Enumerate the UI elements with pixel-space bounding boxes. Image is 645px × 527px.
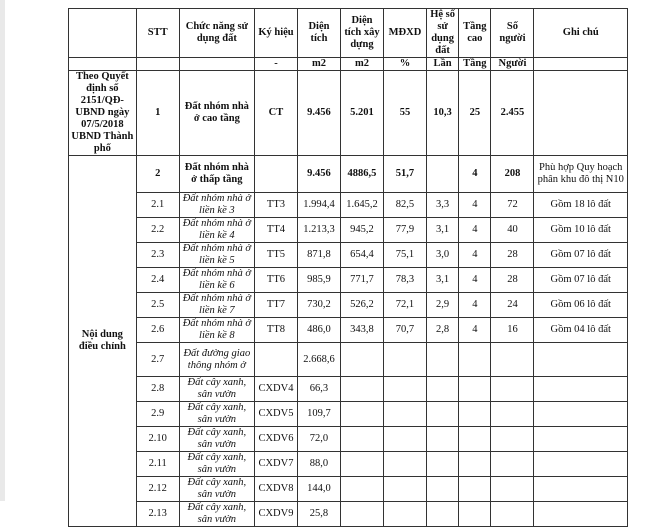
cell-people: 72 <box>491 193 534 218</box>
cell-mdxd <box>383 452 426 477</box>
cell-build-area: 945,2 <box>340 218 383 243</box>
cell-note: Gồm 06 lô đất <box>534 293 628 318</box>
cell-mdxd <box>383 477 426 502</box>
cell-mdxd: 72,1 <box>383 293 426 318</box>
cell-stt: 2.8 <box>136 377 179 402</box>
cell-symbol: CXDV8 <box>254 477 297 502</box>
cell-people <box>491 427 534 452</box>
cell-mdxd: 51,7 <box>383 156 426 193</box>
cell-symbol: TT6 <box>254 268 297 293</box>
unit-group <box>69 58 137 71</box>
cell-symbol: CXDV6 <box>254 427 297 452</box>
cell-mdxd: 75,1 <box>383 243 426 268</box>
table-row <box>69 218 628 243</box>
cell-function: Đất nhóm nhà ở liền kề 8 <box>179 318 254 343</box>
cell-symbol: TT3 <box>254 193 297 218</box>
cell-stt: 1 <box>136 71 179 156</box>
unit-people: Người <box>491 58 534 71</box>
land-use-table <box>68 8 628 527</box>
cell-note: Gồm 07 lô đất <box>534 243 628 268</box>
cell-symbol: CXDV4 <box>254 377 297 402</box>
cell-coef: 2,9 <box>426 293 458 318</box>
cell-floors: 4 <box>459 156 491 193</box>
table-row <box>69 343 628 377</box>
cell-note <box>534 377 628 402</box>
cell-note: Gồm 18 lô đất <box>534 193 628 218</box>
cell-symbol: TT5 <box>254 243 297 268</box>
unit-area: m2 <box>297 58 340 71</box>
header-row <box>69 9 628 58</box>
cell-floors <box>459 477 491 502</box>
cell-coef <box>426 452 458 477</box>
cell-symbol <box>254 156 297 193</box>
cell-build-area: 1.645,2 <box>340 193 383 218</box>
cell-function: Đất cây xanh, sân vườn <box>179 402 254 427</box>
cell-floors: 4 <box>459 293 491 318</box>
cell-floors <box>459 377 491 402</box>
cell-stt: 2.4 <box>136 268 179 293</box>
unit-symbol: - <box>254 58 297 71</box>
cell-area: 72,0 <box>297 427 340 452</box>
cell-area: 2.668,6 <box>297 343 340 377</box>
cell-function: Đất đường giao thông nhóm ở <box>179 343 254 377</box>
table-row <box>69 193 628 218</box>
cell-symbol: TT7 <box>254 293 297 318</box>
cell-people <box>491 502 534 527</box>
cell-stt: 2.13 <box>136 502 179 527</box>
unit-function <box>179 58 254 71</box>
cell-stt: 2.5 <box>136 293 179 318</box>
cell-people <box>491 452 534 477</box>
cell-function: Đất nhóm nhà ở liền kề 5 <box>179 243 254 268</box>
cell-build-area <box>340 402 383 427</box>
cell-note <box>534 343 628 377</box>
cell-people <box>491 402 534 427</box>
table-row <box>69 452 628 477</box>
cell-area: 88,0 <box>297 452 340 477</box>
cell-stt: 2.3 <box>136 243 179 268</box>
cell-function: Đất nhóm nhà ở cao tầng <box>179 71 254 156</box>
header-stt: STT <box>136 9 179 58</box>
cell-coef: 3,3 <box>426 193 458 218</box>
cell-note <box>534 427 628 452</box>
cell-floors: 4 <box>459 243 491 268</box>
header-build-area: Diện tích xây dựng <box>340 9 383 58</box>
cell-stt: 2 <box>136 156 179 193</box>
header-symbol: Ký hiệu <box>254 9 297 58</box>
cell-function: Đất nhóm nhà ở liền kề 4 <box>179 218 254 243</box>
cell-coef <box>426 502 458 527</box>
cell-stt: 2.6 <box>136 318 179 343</box>
cell-area: 730,2 <box>297 293 340 318</box>
header-group <box>69 9 137 58</box>
cell-floors: 4 <box>459 193 491 218</box>
cell-build-area: 771,7 <box>340 268 383 293</box>
cell-function: Đất cây xanh, sân vườn <box>179 427 254 452</box>
cell-floors <box>459 502 491 527</box>
cell-function: Đất nhóm nhà ở liền kề 6 <box>179 268 254 293</box>
cell-function: Đất nhóm nhà ở liền kề 7 <box>179 293 254 318</box>
header-coef: Hệ số sử dụng đất <box>426 9 458 58</box>
cell-symbol: CXDV7 <box>254 452 297 477</box>
cell-mdxd: 77,9 <box>383 218 426 243</box>
cell-symbol: TT4 <box>254 218 297 243</box>
cell-function: Đất cây xanh, sân vườn <box>179 377 254 402</box>
cell-coef: 10,3 <box>426 71 458 156</box>
header-area: Diện tích <box>297 9 340 58</box>
table-row <box>69 243 628 268</box>
cell-mdxd <box>383 427 426 452</box>
cell-symbol: TT8 <box>254 318 297 343</box>
cell-build-area <box>340 452 383 477</box>
cell-mdxd: 70,7 <box>383 318 426 343</box>
header-people: Số người <box>491 9 534 58</box>
cell-note <box>534 452 628 477</box>
cell-stt: 2.12 <box>136 477 179 502</box>
cell-note <box>534 502 628 527</box>
table-row <box>69 477 628 502</box>
cell-coef: 3,1 <box>426 268 458 293</box>
cell-floors <box>459 343 491 377</box>
table-row <box>69 402 628 427</box>
cell-mdxd: 55 <box>383 71 426 156</box>
cell-build-area: 654,4 <box>340 243 383 268</box>
cell-build-area: 4886,5 <box>340 156 383 193</box>
cell-note: Gồm 10 lô đất <box>534 218 628 243</box>
cell-function: Đất cây xanh, sân vườn <box>179 502 254 527</box>
cell-area: 25,8 <box>297 502 340 527</box>
cell-stt: 2.2 <box>136 218 179 243</box>
cell-mdxd <box>383 377 426 402</box>
cell-stt: 2.9 <box>136 402 179 427</box>
cell-people <box>491 377 534 402</box>
cell-mdxd <box>383 402 426 427</box>
group-adjustment-label: Nội dung điều chỉnh <box>69 156 137 527</box>
cell-symbol: CXDV9 <box>254 502 297 527</box>
cell-floors: 4 <box>459 318 491 343</box>
cell-area: 66,3 <box>297 377 340 402</box>
cell-coef <box>426 156 458 193</box>
table-row <box>69 427 628 452</box>
cell-coef <box>426 343 458 377</box>
cell-mdxd <box>383 343 426 377</box>
cell-floors: 4 <box>459 268 491 293</box>
cell-build-area: 343,8 <box>340 318 383 343</box>
cell-coef <box>426 477 458 502</box>
cell-note: Gồm 04 lô đất <box>534 318 628 343</box>
table-row <box>69 318 628 343</box>
cell-function: Đất nhóm nhà ở thấp tầng <box>179 156 254 193</box>
cell-floors: 25 <box>459 71 491 156</box>
cell-area: 144,0 <box>297 477 340 502</box>
cell-floors <box>459 452 491 477</box>
cell-people: 2.455 <box>491 71 534 156</box>
cell-floors <box>459 402 491 427</box>
cell-people <box>491 343 534 377</box>
cell-area: 1.213,3 <box>297 218 340 243</box>
table-row <box>69 268 628 293</box>
cell-function: Đất nhóm nhà ở liền kề 3 <box>179 193 254 218</box>
cell-people <box>491 477 534 502</box>
cell-coef <box>426 402 458 427</box>
cell-build-area <box>340 427 383 452</box>
cell-note <box>534 71 628 156</box>
cell-area: 486,0 <box>297 318 340 343</box>
header-mdxd: MĐXD <box>383 9 426 58</box>
cell-function: Đất cây xanh, sân vườn <box>179 477 254 502</box>
cell-stt: 2.1 <box>136 193 179 218</box>
header-function: Chức năng sử dụng đất <box>179 9 254 58</box>
cell-stt: 2.10 <box>136 427 179 452</box>
table-row <box>69 71 628 156</box>
cell-people: 28 <box>491 243 534 268</box>
cell-coef: 3,0 <box>426 243 458 268</box>
table-row <box>69 156 628 193</box>
cell-symbol: CXDV5 <box>254 402 297 427</box>
group-decision-label: Theo Quyết định số 2151/QĐ-UBND ngày 07/5/2018 UBND Thành phố <box>69 71 137 156</box>
cell-area: 1.994,4 <box>297 193 340 218</box>
cell-symbol <box>254 343 297 377</box>
cell-area: 9.456 <box>297 71 340 156</box>
cell-coef <box>426 377 458 402</box>
cell-mdxd: 78,3 <box>383 268 426 293</box>
table-row <box>69 377 628 402</box>
cell-build-area <box>340 502 383 527</box>
cell-mdxd <box>383 502 426 527</box>
table-row <box>69 502 628 527</box>
unit-mdxd: % <box>383 58 426 71</box>
header-floors: Tầng cao <box>459 9 491 58</box>
cell-area: 871,8 <box>297 243 340 268</box>
cell-note: Phù hợp Quy hoạch phân khu đô thị N10 <box>534 156 628 193</box>
cell-build-area <box>340 477 383 502</box>
cell-coef <box>426 427 458 452</box>
cell-build-area: 5.201 <box>340 71 383 156</box>
cell-floors <box>459 427 491 452</box>
cell-build-area <box>340 343 383 377</box>
unit-coef: Lần <box>426 58 458 71</box>
cell-stt: 2.7 <box>136 343 179 377</box>
cell-people: 16 <box>491 318 534 343</box>
cell-people: 28 <box>491 268 534 293</box>
cell-note: Gồm 07 lô đất <box>534 268 628 293</box>
units-row <box>69 58 628 71</box>
cell-area: 109,7 <box>297 402 340 427</box>
header-note: Ghi chú <box>534 9 628 58</box>
cell-people: 208 <box>491 156 534 193</box>
cell-build-area <box>340 377 383 402</box>
cell-area: 985,9 <box>297 268 340 293</box>
cell-people: 40 <box>491 218 534 243</box>
cell-build-area: 526,2 <box>340 293 383 318</box>
cell-people: 24 <box>491 293 534 318</box>
cell-function: Đất cây xanh, sân vườn <box>179 452 254 477</box>
table-row <box>69 293 628 318</box>
unit-build-area: m2 <box>340 58 383 71</box>
unit-note <box>534 58 628 71</box>
page-edge <box>0 0 5 501</box>
unit-floors: Tầng <box>459 58 491 71</box>
cell-symbol: CT <box>254 71 297 156</box>
cell-note <box>534 402 628 427</box>
cell-note <box>534 477 628 502</box>
cell-stt: 2.11 <box>136 452 179 477</box>
cell-coef: 2,8 <box>426 318 458 343</box>
cell-floors: 4 <box>459 218 491 243</box>
unit-stt <box>136 58 179 71</box>
cell-mdxd: 82,5 <box>383 193 426 218</box>
cell-area: 9.456 <box>297 156 340 193</box>
cell-coef: 3,1 <box>426 218 458 243</box>
